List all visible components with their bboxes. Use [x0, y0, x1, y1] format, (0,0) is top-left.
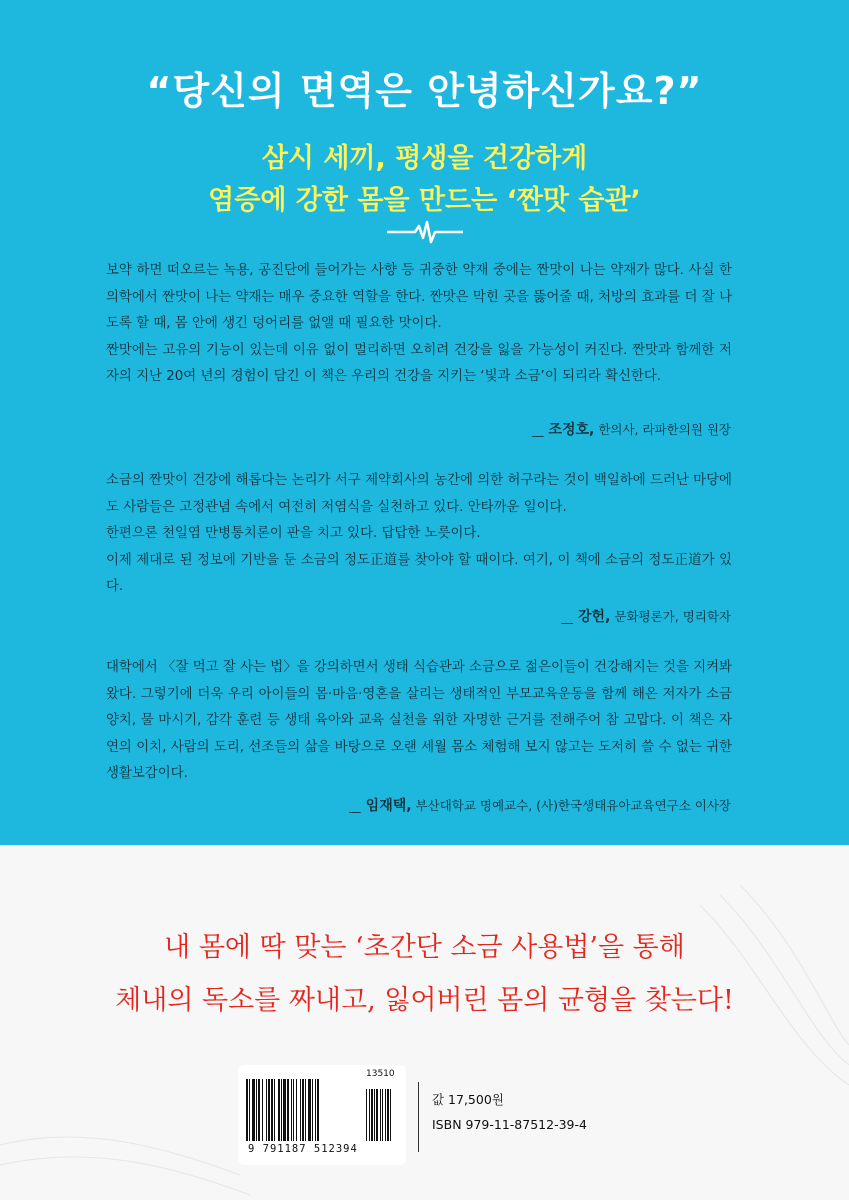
- review-3: [106, 655, 732, 788]
- review-1-paragraph: 짠맛에는 고유의 기능이 있는데 이유 없이 멀리하면 오히려 건강을 잃을 가능성이 커진다. 짠맛과 함께한 저자의 지난 20여 년의 경험이 담긴 이 책은 우리의 건강을 지키는 ‘빛과 소금’이 되리라 확신한다.: [106, 342, 732, 385]
- barcode-number: 9 791187 512394: [248, 1143, 358, 1155]
- tagline-line-2: 체내의 독소를 짜내고, 잃어버린 몸의 균형을 찾는다!: [115, 985, 734, 1016]
- isbn-label: ISBN 979-11-87512-39-4: [432, 1117, 587, 1132]
- reviewer-title: 한의사, 라파한의원 원장: [598, 422, 731, 437]
- cover-headline: “당신의 면역은 안녕하신가요?”: [146, 69, 703, 113]
- reviewer-name: 조정호,: [548, 422, 595, 438]
- review-2-signature: [562, 606, 731, 626]
- barcode-bars: [246, 1079, 398, 1141]
- subtitle-line-2: 염증에 강한 몸을 만드는 ‘짠맛 습관’: [208, 185, 641, 216]
- reviewer-name: 강헌,: [578, 609, 611, 625]
- reviewer-title: 부산대학교 명예교수, (사)한국생태유아교육연구소 이사장: [415, 798, 731, 813]
- review-3-paragraph: 대학에서 〈잘 먹고 잘 사는 법〉을 강의하면서 생태 식습관과 소금으로 젊은이들이 건강해지는 것을 지켜봐 왔다. 그렇기에 더욱 우리 아이들의 몸·마음·영혼을 살리는 생태적인 부모교육운동을 함께 해온 저자가 소금 양치, 물 마시기, 감각 훈련 등 생태 육아와 교육 실천을 위한 자명한 근거를 전해주어 참 고맙다. 이 책은 자연의 이치, 사람의 도리, 선조들의 삶을 바탕으로 오랜 세월 몸소 체험해 보지 않고는 도저히 쓸 수 없는 귀한 생활보감이다.: [106, 660, 732, 782]
- reviewer-name: 임재택,: [365, 798, 412, 814]
- review-2-paragraph: 이제 제대로 된 정보에 기반을 둔 소금의 정도正道를 찾아야 할 때이다. 여기, 이 책에 소금의 정도正道가 있다.: [106, 552, 732, 595]
- review-1: [106, 258, 732, 391]
- divider-line: [418, 1082, 419, 1152]
- signature-dash: __: [531, 422, 543, 437]
- review-2-paragraph: 한편으론 천일염 만병통치론이 판을 치고 있다. 답답한 노릇이다.: [106, 526, 481, 542]
- tagline-line-1: 내 몸에 딱 맞는 ‘초간단 소금 사용법’을 통해: [164, 932, 685, 963]
- review-1-paragraph: 보약 하면 떠오르는 녹용, 공진단에 들어가는 사향 등 귀중한 약재 중에는 짠맛이 나는 약재가 많다. 사실 한의학에서 짠맛이 나는 약재는 매우 중요한 역할을 한다. 짠맛은 막힌 곳을 뚫어줄 때, 처방의 효과를 더 잘 나도록 할 때, 몸 안에 생긴 덩어리를 없앨 때 필요한 맛이다.: [106, 263, 732, 332]
- signature-dash: __: [561, 609, 573, 624]
- review-3-signature: [349, 795, 731, 815]
- heartbeat-line-icon: [387, 220, 463, 244]
- isbn-barcode: [238, 1065, 406, 1165]
- subtitle-line-1: 삼시 세끼, 평생을 건강하게: [261, 143, 588, 174]
- price-label: 값 17,500원: [432, 1092, 504, 1107]
- background-line-pattern: [0, 845, 849, 1200]
- signature-dash: __: [349, 798, 360, 813]
- barcode-addon-number: 13510: [366, 1069, 395, 1079]
- review-2: [106, 468, 732, 601]
- review-1-signature: [532, 419, 731, 439]
- reviewer-title: 문화평론가, 명리학자: [614, 609, 731, 624]
- review-2-paragraph: 소금의 짠맛이 건강에 해롭다는 논리가 서구 제약회사의 농간에 의한 허구라는 것이 백일하에 드러난 마당에도 사람들은 고정관념 속에서 여전히 저염식을 실천하고 있다. 안타까운 일이다.: [106, 473, 732, 515]
